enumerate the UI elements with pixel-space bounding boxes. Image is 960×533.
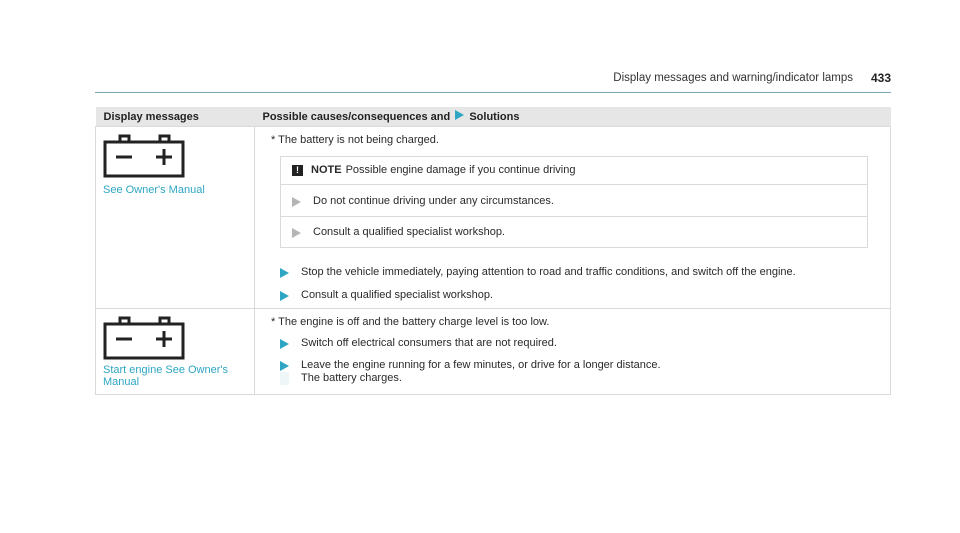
arrow-right-icon [280,268,289,278]
causes-cell [255,127,891,309]
solution-step: Stop the vehicle immediately, paying attention to road and traffic conditions, and switch off the engine. [280,266,876,279]
note-text: Possible engine damage if you continue driving [345,164,576,176]
arrow-right-icon [280,291,289,301]
battery-icon [103,316,185,360]
header-solutions-label: Solutions [469,111,520,123]
result-text: The battery charges. [301,372,402,384]
page-number: 433 [870,71,891,85]
table-row [96,127,891,309]
column-header-display-messages: Display messages [96,107,255,127]
battery-icon [103,134,185,178]
section-title: Display messages and warning/indicator lamps [613,72,853,84]
arrow-right-icon [455,110,464,120]
arrow-right-icon [292,228,301,238]
display-cell [96,127,255,309]
start-engine-link[interactable]: Start engine See Owner's Manual [103,364,229,388]
solution-step: Consult a qualified specialist workshop. [280,289,876,302]
arrow-right-icon [280,361,289,371]
note-step: Consult a qualified specialist workshop. [292,226,857,239]
cause-text: * The battery is not being charged. [271,134,439,146]
page-header [95,70,891,93]
display-cell [96,309,255,395]
solution-step: Leave the engine running for a few minutes, or drive for a longer distance. [280,359,876,372]
arrow-right-icon [292,197,301,207]
arrow-right-icon [280,339,289,349]
column-header-causes [255,107,891,127]
causes-cell [255,309,891,395]
header-causes-label: Possible causes/consequences and [262,111,451,123]
solution-step: Switch off electrical consumers that are not required. [280,337,876,350]
cause-text: * The engine is off and the battery charge level is too low. [271,316,550,328]
owners-manual-link[interactable]: See Owner's Manual [103,184,205,196]
note-box [280,156,868,248]
note-title: NOTE [311,164,342,176]
note-step: Do not continue driving under any circumstances. [292,195,857,208]
table-row [96,309,891,395]
warning-icon: ! [292,165,303,176]
display-messages-table [95,107,891,395]
